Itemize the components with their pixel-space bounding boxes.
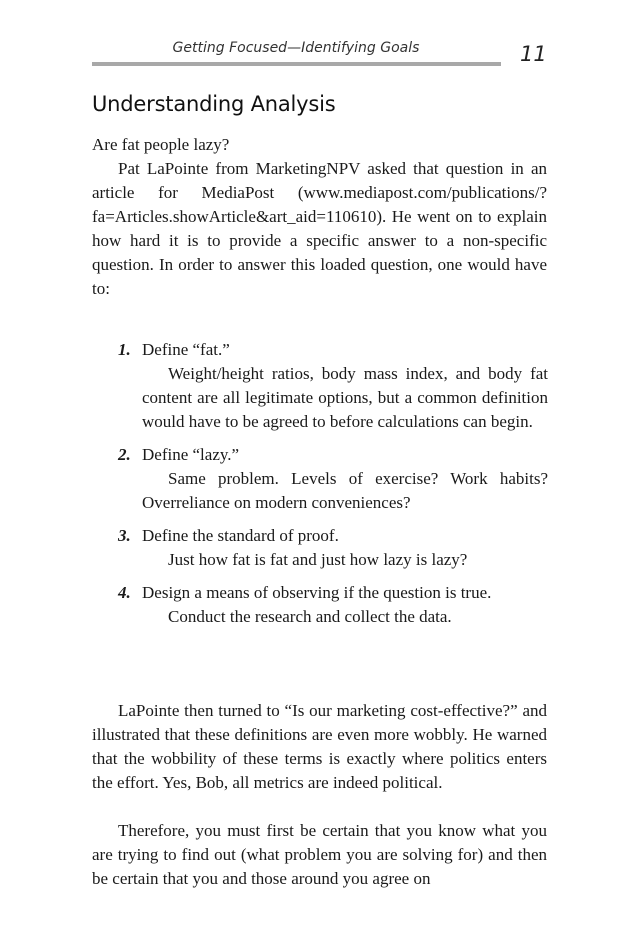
paragraph-lapointe: LaPointe then turned to “Is our marketing cost-effective?” and illustrated that these definitions are even more wobbly. He warned that the wobbility of these terms is exactly where politics enters the effort. Yes, Bob, all metrics are indeed political. xyxy=(92,701,547,792)
numbered-list xyxy=(92,338,548,629)
list-item-number: 1. xyxy=(118,340,131,359)
paragraph-therefore: Therefore, you must first be certain that you know what you are trying to find out (what problem you are solving for) and then be certain that you and those around you agree on xyxy=(92,821,547,888)
list-item-heading: Define “fat.” xyxy=(142,340,230,359)
page-number: 11 xyxy=(520,42,547,66)
list-item xyxy=(92,338,548,434)
list-item xyxy=(92,443,548,515)
list-item-description: Conduct the research and collect the data. xyxy=(168,607,452,626)
list-item-description: Weight/height ratios, body mass index, and body fat content are all legitimate options, but a common definition would have to be agreed to before calculations can begin. xyxy=(142,364,548,431)
list-item-heading: Define “lazy.” xyxy=(142,445,240,464)
list-item-description: Same problem. Levels of exercise? Work habits? Overreliance on modern conveniences? xyxy=(142,469,548,512)
list-item-description: Just how fat is fat and just how lazy is lazy? xyxy=(168,550,468,569)
header-rule xyxy=(92,62,501,66)
running-head: Getting Focused—Identifying Goals xyxy=(172,40,420,56)
opening-question: Are fat people lazy? xyxy=(92,135,230,154)
list-item-heading: Design a means of observing if the question is true. xyxy=(142,583,492,602)
list-item-heading: Define the standard of proof. xyxy=(142,526,339,545)
list-item xyxy=(92,581,548,629)
list-item xyxy=(92,524,548,572)
list-item-number: 4. xyxy=(118,583,131,602)
list-item-number: 2. xyxy=(118,445,131,464)
section-title: Understanding Analysis xyxy=(92,92,336,116)
list-item-number: 3. xyxy=(118,526,131,545)
paragraph-intro: Pat LaPointe from MarketingNPV asked that question in an article for MediaPost (www.mediapost.com/publications/?fa=Articles.showArticle&art_aid=110610). He went on to explain how hard it is to provide a specific answer to a non-specific question. In order to answer this loaded question, one would have to: xyxy=(92,159,547,298)
